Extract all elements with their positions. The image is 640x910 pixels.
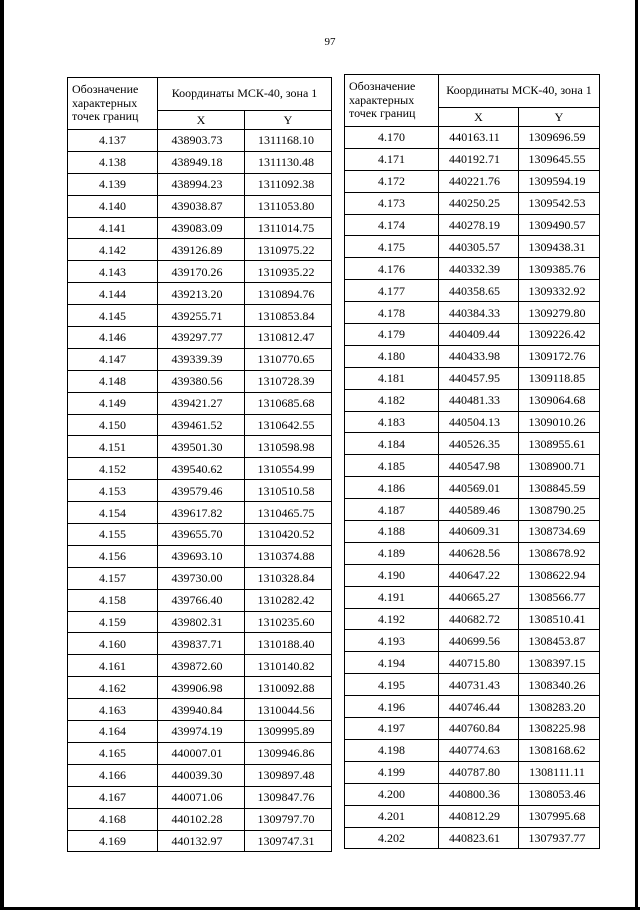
table-row (68, 480, 332, 502)
point-designation: 4.164 (68, 721, 158, 743)
point-designation: 4.144 (68, 283, 158, 305)
point-designation: 4.151 (68, 436, 158, 458)
coordinate-y: 1309594.19 (519, 170, 600, 192)
coordinate-x: 439126.89 (158, 239, 245, 261)
coordinate-x: 440628.56 (439, 542, 519, 564)
coordinate-y: 1310685.68 (245, 392, 332, 414)
coordinate-y: 1310510.58 (245, 480, 332, 502)
point-designation: 4.163 (68, 699, 158, 721)
coordinate-y: 1311092.38 (245, 173, 332, 195)
coordinate-y: 1307937.77 (519, 827, 600, 849)
table-row (345, 367, 600, 389)
coordinate-x: 440589.46 (439, 499, 519, 521)
coordinate-y: 1309385.76 (519, 258, 600, 280)
point-designation: 4.162 (68, 677, 158, 699)
point-designation: 4.157 (68, 567, 158, 589)
table-row (345, 433, 600, 455)
coordinate-x: 439213.20 (158, 283, 245, 305)
header-coord-system: Координаты МСК-40, зона 1 (158, 78, 332, 111)
coordinate-x: 440358.65 (439, 280, 519, 302)
header-designation: Обозначение характерных точек границ (68, 78, 158, 130)
coordinate-x: 438949.18 (158, 151, 245, 173)
table-row (68, 655, 332, 677)
table-row (68, 742, 332, 764)
table-row (68, 786, 332, 808)
table-row (345, 324, 600, 346)
coordinate-x: 439693.10 (158, 545, 245, 567)
coordinate-x: 440547.98 (439, 455, 519, 477)
header-x: X (439, 108, 519, 127)
coordinate-y: 1309118.85 (519, 367, 600, 389)
coordinate-x: 440132.97 (158, 830, 245, 852)
coordinate-x: 440731.43 (439, 674, 519, 696)
coordinate-y: 1308566.77 (519, 586, 600, 608)
table-row (68, 458, 332, 480)
coordinate-y: 1310092.88 (245, 677, 332, 699)
point-designation: 4.142 (68, 239, 158, 261)
coordinate-y: 1308790.25 (519, 499, 600, 521)
table-row (68, 633, 332, 655)
coordinate-y: 1310598.98 (245, 436, 332, 458)
coordinate-x: 439579.46 (158, 480, 245, 502)
table-row (68, 699, 332, 721)
coordinate-y: 1309332.92 (519, 280, 600, 302)
table-row (345, 499, 600, 521)
point-designation: 4.149 (68, 392, 158, 414)
point-designation: 4.182 (345, 389, 439, 411)
coordinate-y: 1308053.46 (519, 783, 600, 805)
table-row (345, 608, 600, 630)
coordinate-y: 1311168.10 (245, 130, 332, 152)
coordinate-x: 440812.29 (439, 805, 519, 827)
table-row (345, 783, 600, 805)
table-row (345, 127, 600, 149)
coordinate-x: 439617.82 (158, 502, 245, 524)
point-designation: 4.173 (345, 192, 439, 214)
coordinate-x: 440823.61 (439, 827, 519, 849)
table-row (345, 411, 600, 433)
coordinate-y: 1309897.48 (245, 764, 332, 786)
coordinate-y: 1310894.76 (245, 283, 332, 305)
coordinate-y: 1311014.75 (245, 217, 332, 239)
point-designation: 4.140 (68, 195, 158, 217)
table-row (345, 258, 600, 280)
coordinate-x: 439038.87 (158, 195, 245, 217)
coordinate-y: 1310812.47 (245, 327, 332, 349)
table-row (68, 370, 332, 392)
point-designation: 4.177 (345, 280, 439, 302)
point-designation: 4.197 (345, 718, 439, 740)
table-row (345, 302, 600, 324)
point-designation: 4.181 (345, 367, 439, 389)
table-row (345, 827, 600, 849)
point-designation: 4.185 (345, 455, 439, 477)
table-row (68, 436, 332, 458)
coordinate-y: 1309747.31 (245, 830, 332, 852)
coordinate-x: 439297.77 (158, 327, 245, 349)
coordinate-x: 439974.19 (158, 721, 245, 743)
point-designation: 4.194 (345, 652, 439, 674)
coordinate-x: 440071.06 (158, 786, 245, 808)
point-designation: 4.141 (68, 217, 158, 239)
coordinate-x: 439083.09 (158, 217, 245, 239)
point-designation: 4.178 (345, 302, 439, 324)
coordinate-x: 440682.72 (439, 608, 519, 630)
coordinate-x: 440665.27 (439, 586, 519, 608)
coordinates-table-right (344, 74, 600, 849)
coordinate-x: 440305.57 (439, 236, 519, 258)
point-designation: 4.189 (345, 542, 439, 564)
coordinate-x: 440699.56 (439, 630, 519, 652)
point-designation: 4.200 (345, 783, 439, 805)
table-row (68, 195, 332, 217)
coordinate-x: 439380.56 (158, 370, 245, 392)
point-designation: 4.171 (345, 148, 439, 170)
coordinate-y: 1309064.68 (519, 389, 600, 411)
coordinate-y: 1309490.57 (519, 214, 600, 236)
point-designation: 4.199 (345, 761, 439, 783)
table-row (345, 652, 600, 674)
point-designation: 4.201 (345, 805, 439, 827)
coordinate-x: 440250.25 (439, 192, 519, 214)
table-row (345, 521, 600, 543)
table-row (345, 542, 600, 564)
coordinate-y: 1310235.60 (245, 611, 332, 633)
coordinate-x: 439906.98 (158, 677, 245, 699)
coordinate-x: 440800.36 (439, 783, 519, 805)
point-designation: 4.165 (68, 742, 158, 764)
table-row (68, 567, 332, 589)
table-row (345, 214, 600, 236)
point-designation: 4.193 (345, 630, 439, 652)
table-row (68, 305, 332, 327)
coordinate-x: 440504.13 (439, 411, 519, 433)
coordinate-y: 1310728.39 (245, 370, 332, 392)
coordinate-x: 440609.31 (439, 521, 519, 543)
coordinate-y: 1308340.26 (519, 674, 600, 696)
coordinate-x: 440787.80 (439, 761, 519, 783)
coordinate-y: 1309847.76 (245, 786, 332, 808)
point-designation: 4.145 (68, 305, 158, 327)
point-designation: 4.161 (68, 655, 158, 677)
coordinate-y: 1308453.87 (519, 630, 600, 652)
table-row (68, 721, 332, 743)
coordinate-x: 439766.40 (158, 589, 245, 611)
coordinate-x: 439940.84 (158, 699, 245, 721)
table-row (345, 739, 600, 761)
coordinate-y: 1311053.80 (245, 195, 332, 217)
coordinate-x: 438994.23 (158, 173, 245, 195)
coordinate-y: 1309279.80 (519, 302, 600, 324)
coordinate-y: 1310188.40 (245, 633, 332, 655)
table-row (345, 280, 600, 302)
table-row (345, 674, 600, 696)
coordinate-y: 1310140.82 (245, 655, 332, 677)
coordinate-y: 1310935.22 (245, 261, 332, 283)
point-designation: 4.158 (68, 589, 158, 611)
point-designation: 4.147 (68, 348, 158, 370)
coordinate-y: 1308622.94 (519, 564, 600, 586)
coordinate-y: 1308283.20 (519, 696, 600, 718)
point-designation: 4.188 (345, 521, 439, 543)
coordinate-y: 1309010.26 (519, 411, 600, 433)
coordinate-y: 1309226.42 (519, 324, 600, 346)
coordinate-x: 439421.27 (158, 392, 245, 414)
table-row (345, 696, 600, 718)
point-designation: 4.150 (68, 414, 158, 436)
coordinate-y: 1309172.76 (519, 345, 600, 367)
table-row (68, 327, 332, 349)
table-row (345, 586, 600, 608)
coordinate-y: 1310374.88 (245, 545, 332, 567)
table-row (68, 173, 332, 195)
coordinate-y: 1310642.55 (245, 414, 332, 436)
coordinate-x: 440039.30 (158, 764, 245, 786)
coordinate-x: 440481.33 (439, 389, 519, 411)
point-designation: 4.198 (345, 739, 439, 761)
coordinate-x: 440647.22 (439, 564, 519, 586)
point-designation: 4.202 (345, 827, 439, 849)
coordinate-x: 439802.31 (158, 611, 245, 633)
table-row (68, 239, 332, 261)
table-row (345, 761, 600, 783)
table-row (68, 808, 332, 830)
coordinate-y: 1310328.84 (245, 567, 332, 589)
coordinate-y: 1308225.98 (519, 718, 600, 740)
coordinate-y: 1310465.75 (245, 502, 332, 524)
point-designation: 4.183 (345, 411, 439, 433)
coordinate-y: 1310975.22 (245, 239, 332, 261)
table-row (68, 545, 332, 567)
point-designation: 4.174 (345, 214, 439, 236)
point-designation: 4.196 (345, 696, 439, 718)
coordinate-y: 1310554.99 (245, 458, 332, 480)
coordinate-y: 1308510.41 (519, 608, 600, 630)
point-designation: 4.153 (68, 480, 158, 502)
coordinate-x: 439872.60 (158, 655, 245, 677)
coordinate-y: 1308397.15 (519, 652, 600, 674)
coordinate-y: 1308845.59 (519, 477, 600, 499)
coordinate-y: 1309696.59 (519, 127, 600, 149)
table-row (68, 283, 332, 305)
point-designation: 4.152 (68, 458, 158, 480)
coordinate-x: 440433.98 (439, 345, 519, 367)
point-designation: 4.154 (68, 502, 158, 524)
coordinate-y: 1310420.52 (245, 524, 332, 546)
header-y: Y (519, 108, 600, 127)
coordinate-y: 1308168.62 (519, 739, 600, 761)
point-designation: 4.160 (68, 633, 158, 655)
coordinate-y: 1310282.42 (245, 589, 332, 611)
point-designation: 4.138 (68, 151, 158, 173)
coordinate-x: 440278.19 (439, 214, 519, 236)
coordinate-x: 438903.73 (158, 130, 245, 152)
coordinate-x: 440384.33 (439, 302, 519, 324)
coordinate-x: 440569.01 (439, 477, 519, 499)
page-number: 97 (324, 36, 336, 48)
table-row (345, 477, 600, 499)
coordinate-y: 1310770.65 (245, 348, 332, 370)
coordinate-x: 439501.30 (158, 436, 245, 458)
table-row (68, 830, 332, 852)
point-designation: 4.168 (68, 808, 158, 830)
coordinate-x: 440760.84 (439, 718, 519, 740)
coordinate-y: 1309542.53 (519, 192, 600, 214)
point-designation: 4.143 (68, 261, 158, 283)
table-row (345, 192, 600, 214)
point-designation: 4.159 (68, 611, 158, 633)
coordinate-x: 440746.44 (439, 696, 519, 718)
page-edge-right (635, 0, 638, 910)
point-designation: 4.190 (345, 564, 439, 586)
table-row (68, 524, 332, 546)
point-designation: 4.195 (345, 674, 439, 696)
point-designation: 4.148 (68, 370, 158, 392)
table-row (345, 345, 600, 367)
point-designation: 4.166 (68, 764, 158, 786)
coordinates-table-left (67, 77, 332, 852)
coordinate-x: 440102.28 (158, 808, 245, 830)
point-designation: 4.191 (345, 586, 439, 608)
coordinate-y: 1308111.11 (519, 761, 600, 783)
coordinate-x: 440526.35 (439, 433, 519, 455)
header-coord-system: Координаты МСК-40, зона 1 (439, 75, 600, 108)
coordinate-x: 439730.00 (158, 567, 245, 589)
point-designation: 4.180 (345, 345, 439, 367)
coordinate-y: 1308734.69 (519, 521, 600, 543)
coordinate-x: 439837.71 (158, 633, 245, 655)
table-row (345, 389, 600, 411)
page-edge-left (0, 0, 4, 910)
coordinate-y: 1308900.71 (519, 455, 600, 477)
coordinate-y: 1307995.68 (519, 805, 600, 827)
table-row (68, 261, 332, 283)
table-row (68, 414, 332, 436)
point-designation: 4.172 (345, 170, 439, 192)
point-designation: 4.192 (345, 608, 439, 630)
table-row (68, 677, 332, 699)
coordinate-x: 439255.71 (158, 305, 245, 327)
table-row (345, 170, 600, 192)
point-designation: 4.186 (345, 477, 439, 499)
coordinate-y: 1309797.70 (245, 808, 332, 830)
table-row (345, 630, 600, 652)
table-row (68, 130, 332, 152)
table-row (68, 502, 332, 524)
table-row (68, 151, 332, 173)
coordinate-y: 1309995.89 (245, 721, 332, 743)
coordinate-y: 1309645.55 (519, 148, 600, 170)
coordinate-y: 1309438.31 (519, 236, 600, 258)
table-row (345, 455, 600, 477)
point-designation: 4.179 (345, 324, 439, 346)
table-row (345, 236, 600, 258)
point-designation: 4.146 (68, 327, 158, 349)
table-row (68, 217, 332, 239)
header-designation: Обозначение характерных точек границ (345, 75, 439, 127)
table-row (345, 564, 600, 586)
point-designation: 4.156 (68, 545, 158, 567)
coordinate-y: 1308955.61 (519, 433, 600, 455)
table-row (68, 764, 332, 786)
coordinate-x: 439170.26 (158, 261, 245, 283)
coordinate-x: 440774.63 (439, 739, 519, 761)
point-designation: 4.170 (345, 127, 439, 149)
point-designation: 4.137 (68, 130, 158, 152)
coordinate-x: 439655.70 (158, 524, 245, 546)
table-row (345, 718, 600, 740)
table-row (68, 392, 332, 414)
point-designation: 4.184 (345, 433, 439, 455)
coordinate-x: 440163.11 (439, 127, 519, 149)
point-designation: 4.155 (68, 524, 158, 546)
table-row (68, 348, 332, 370)
coordinate-x: 440221.76 (439, 170, 519, 192)
header-y: Y (245, 111, 332, 130)
point-designation: 4.167 (68, 786, 158, 808)
point-designation: 4.169 (68, 830, 158, 852)
coordinate-x: 439540.62 (158, 458, 245, 480)
point-designation: 4.139 (68, 173, 158, 195)
coordinate-x: 440715.80 (439, 652, 519, 674)
coordinate-y: 1310044.56 (245, 699, 332, 721)
header-x: X (158, 111, 245, 130)
coordinate-y: 1310853.84 (245, 305, 332, 327)
table-row (345, 805, 600, 827)
coordinate-y: 1311130.48 (245, 151, 332, 173)
coordinate-y: 1308678.92 (519, 542, 600, 564)
coordinate-x: 440192.71 (439, 148, 519, 170)
table-row (68, 589, 332, 611)
coordinate-x: 440007.01 (158, 742, 245, 764)
coordinate-x: 440332.39 (439, 258, 519, 280)
coordinate-x: 439461.52 (158, 414, 245, 436)
coordinate-x: 439339.39 (158, 348, 245, 370)
coordinate-x: 440409.44 (439, 324, 519, 346)
table-row (68, 611, 332, 633)
table-row (345, 148, 600, 170)
coordinate-x: 440457.95 (439, 367, 519, 389)
point-designation: 4.175 (345, 236, 439, 258)
point-designation: 4.187 (345, 499, 439, 521)
point-designation: 4.176 (345, 258, 439, 280)
coordinate-y: 1309946.86 (245, 742, 332, 764)
